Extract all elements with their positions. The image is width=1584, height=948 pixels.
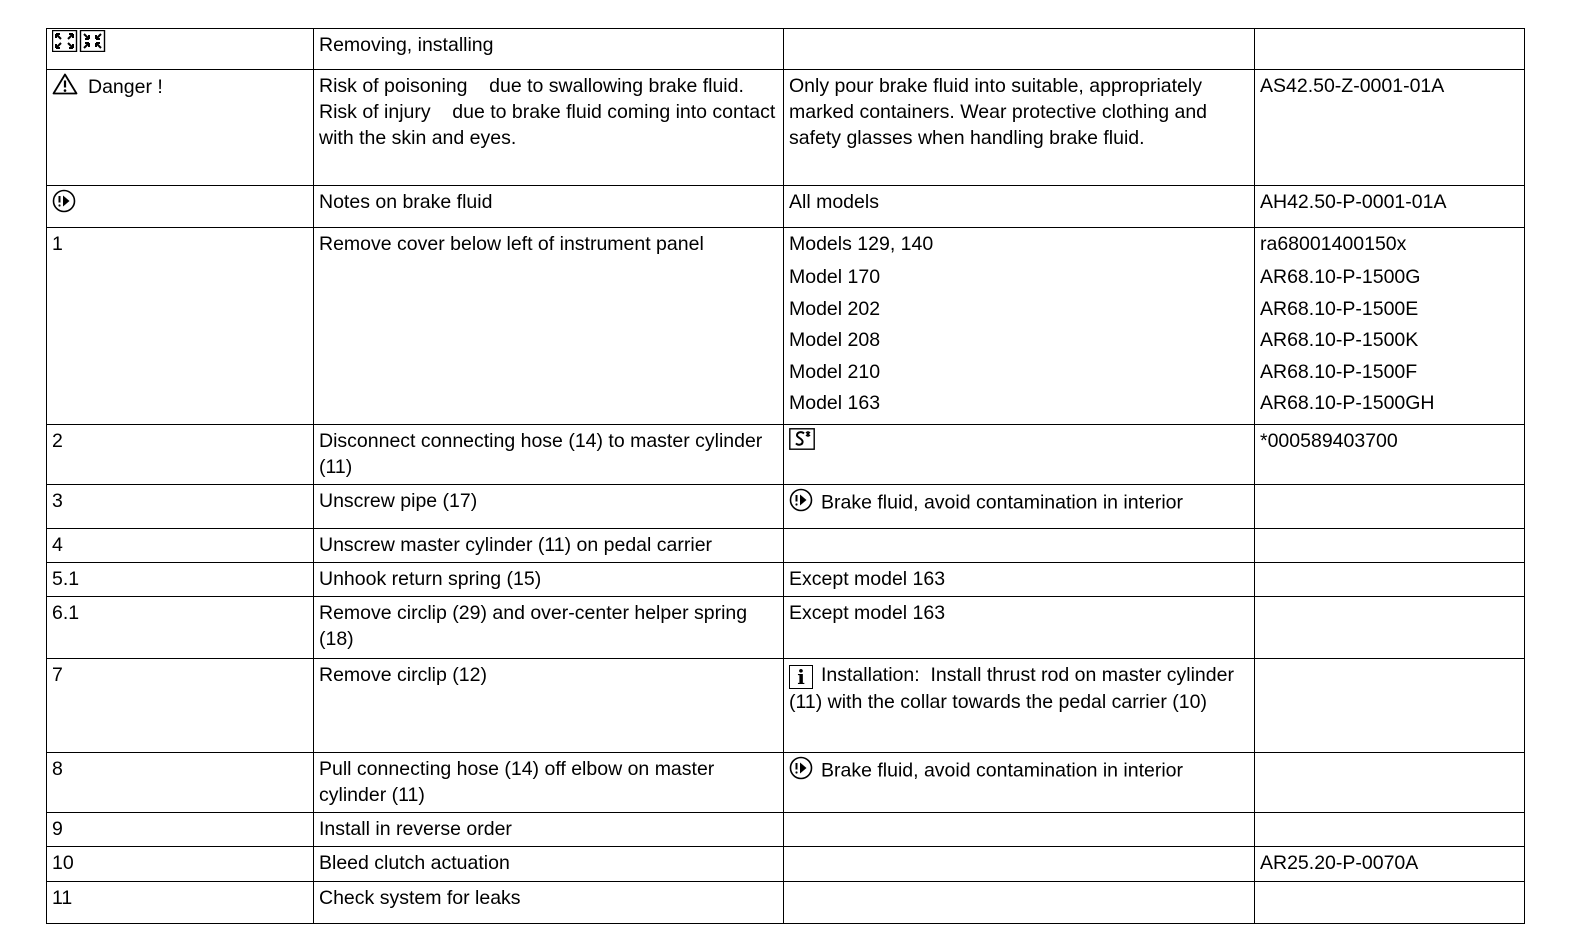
notes-pointer-icon: [52, 189, 76, 220]
procedure-symbol-cell: [47, 29, 314, 70]
step-number: 5.1: [47, 562, 314, 596]
notes-scope: All models: [784, 186, 1255, 228]
table-row: [47, 29, 1525, 70]
step-number: 11: [47, 881, 314, 923]
step-note: Except model 163: [784, 562, 1255, 596]
danger-reference: AS42.50-Z-0001-01A: [1255, 70, 1525, 186]
model-list: [784, 228, 1255, 425]
table-row: [47, 484, 1525, 528]
step-note: Install thrust rod on master cylinder (11) with the collar towards the pedal carrier (10): [789, 663, 1234, 713]
table-row: [47, 528, 1525, 562]
reference-item: AR68.10-P-1500GH: [1260, 392, 1435, 414]
notes-pointer-icon: [789, 488, 813, 519]
danger-remedy: Only pour brake fluid into suitable, appropriately marked containers. Wear protective clothing and safety glasses when handling brake fluid.: [784, 70, 1255, 186]
step-text: Unhook return spring (15): [314, 562, 784, 596]
step-text: Remove circlip (29) and over-center helper spring (18): [314, 596, 784, 658]
step-number: 1: [47, 228, 314, 425]
model-item: Models 129, 140: [789, 233, 934, 255]
reference-item: AR68.10-P-1500G: [1260, 266, 1421, 288]
step-number: 9: [47, 812, 314, 846]
table-row: [47, 186, 1525, 228]
step-text: Bleed clutch actuation: [314, 846, 784, 881]
model-item: Model 210: [789, 360, 881, 383]
step-text: Pull connecting hose (14) off elbow on master cylinder (11): [314, 752, 784, 812]
table-row: [47, 658, 1525, 752]
model-item: Model 170: [789, 266, 881, 288]
step-text: Remove cover below left of instrument panel: [314, 228, 784, 425]
step-number: 3: [47, 484, 314, 528]
table-row: [47, 562, 1525, 596]
notes-text: Notes on brake fluid: [314, 186, 784, 228]
table-row: [47, 228, 1525, 425]
procedure-table: [46, 28, 1525, 924]
special-tool-icon: [789, 428, 815, 457]
table-row: [47, 70, 1525, 186]
step-number: 2: [47, 424, 314, 484]
reference-list: [1255, 228, 1525, 425]
step-text: Unscrew pipe (17): [314, 484, 784, 528]
step-text: Disconnect connecting hose (14) to master cylinder (11): [314, 424, 784, 484]
step-reference: AR25.20-P-0070A: [1255, 846, 1525, 881]
table-row: [47, 846, 1525, 881]
reference-item: AR68.10-P-1500E: [1260, 297, 1419, 320]
installation-label: Installation:: [821, 663, 920, 686]
reference-item: AR68.10-P-1500F: [1260, 360, 1418, 383]
model-item: Model 163: [789, 392, 881, 414]
notes-reference: AH42.50-P-0001-01A: [1255, 186, 1525, 228]
danger-text: Risk of poisoning due to swallowing brake fluid. Risk of injury due to brake fluid coming into contact with the skin and eyes.: [314, 70, 784, 186]
table-row: [47, 881, 1525, 923]
warning-triangle-icon: [52, 73, 78, 102]
table-row: [47, 752, 1525, 812]
step-text: Unscrew master cylinder (11) on pedal carrier: [314, 528, 784, 562]
tool-reference: *000589403700: [1255, 424, 1525, 484]
step-note: Brake fluid, avoid contamination in interior: [821, 759, 1184, 782]
page-title: Removing, installing: [314, 29, 784, 70]
remove-install-icon: [52, 30, 106, 59]
notes-pointer-icon: [789, 756, 813, 787]
step-number: 8: [47, 752, 314, 812]
table-row: [47, 424, 1525, 484]
reference-item: ra68001400150x: [1260, 233, 1407, 255]
step-number: 4: [47, 528, 314, 562]
step-text: Remove circlip (12): [314, 658, 784, 752]
step-number: 6.1: [47, 596, 314, 658]
step-number: 7: [47, 658, 314, 752]
model-item: Model 208: [789, 329, 881, 351]
danger-label: Danger !: [88, 75, 163, 98]
info-icon: i: [789, 665, 813, 689]
step-text: Install in reverse order: [314, 812, 784, 846]
step-note: Except model 163: [784, 596, 1255, 658]
table-row: [47, 596, 1525, 658]
step-note: Brake fluid, avoid contamination in interior: [821, 491, 1184, 514]
step-number: 10: [47, 846, 314, 881]
reference-item: AR68.10-P-1500K: [1260, 329, 1419, 351]
table-row: [47, 812, 1525, 846]
step-text: Check system for leaks: [314, 881, 784, 923]
model-item: Model 202: [789, 297, 881, 320]
